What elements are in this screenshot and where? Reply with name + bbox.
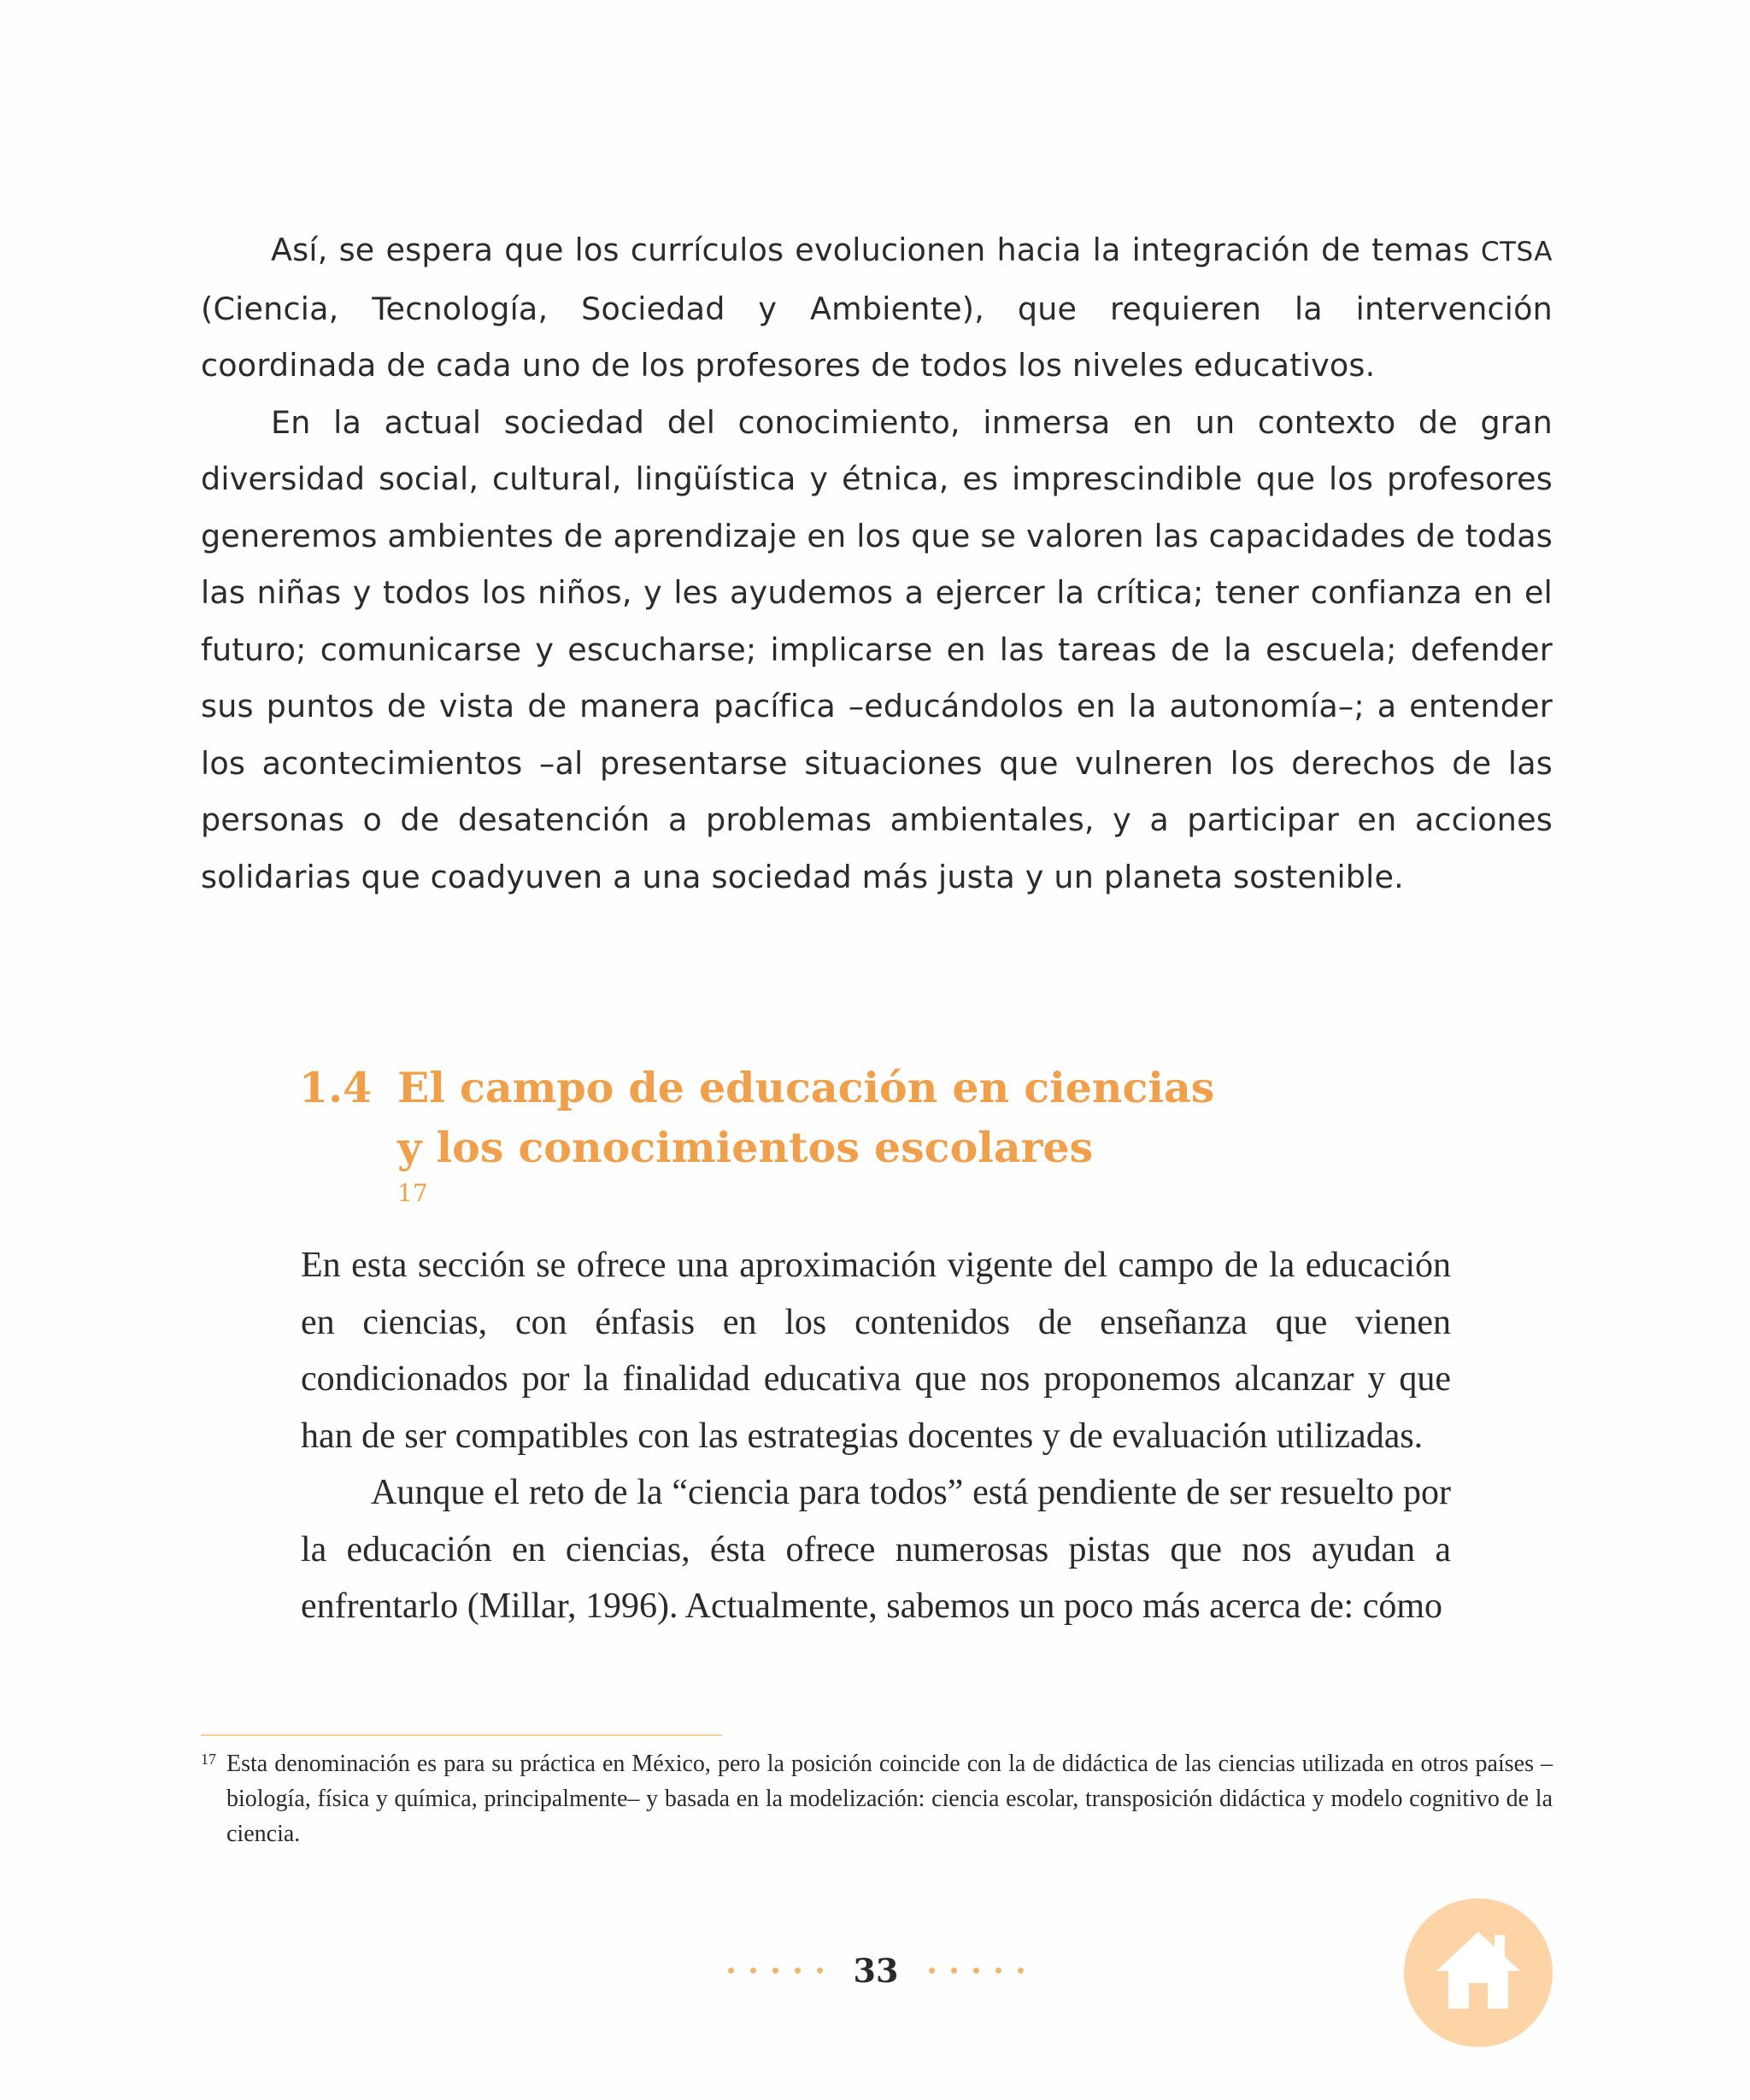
page-footer (718, 1946, 1034, 1994)
section-title-line-1: El campo de educación en ciencias (397, 1063, 1215, 1112)
dot (795, 1968, 801, 1974)
dot (772, 1968, 778, 1974)
intro-p1-start: Así, se espera que los currículos evolucionen hacia la integración de temas (271, 232, 1481, 268)
dot (728, 1968, 734, 1974)
footnote-reference[interactable]: 17 (397, 1179, 428, 1207)
footnote-text: Esta denominación es para su práctica en México, pero la posición coincide con la de didáctica de las ciencias utilizada en otros países –biología, física y química, principalmente– y basada en la modelización: ciencia escolar, transposición didáctica y modelo cognitivo de la ciencia. (226, 1751, 1553, 1847)
intro-text (201, 222, 1553, 906)
page-number: 33 (853, 1950, 899, 1990)
section-number: 1.4 (299, 1063, 373, 1112)
footnote-number: 17 (201, 1751, 216, 1768)
body-paragraph-2: Aunque el reto de la “ciencia para todos” está pendiente de ser resuelto por la educación en ciencias, ésta ofrece numerosas pistas que nos ayudan a enfrentarlo (Millar, 1996). Actualmente, sabemos un poco más acerca de: cómo (301, 1473, 1451, 1626)
dot (750, 1968, 756, 1974)
home-icon (1431, 1927, 1525, 2020)
footnote-divider (201, 1734, 722, 1736)
body-paragraph-1: En esta sección se ofrece una aproximación vigente del campo de la educación en ciencias, con énfasis en los contenidos de enseñanza que vienen condicionados por la finalidad educativa que nos proponemos alcanzar y que han de ser compatibles con las estrategias docentes y de evaluación utilizadas. (301, 1246, 1451, 1456)
section-body (301, 1237, 1451, 1635)
dot (929, 1968, 935, 1974)
dot (1018, 1968, 1024, 1974)
dot (973, 1968, 979, 1974)
intro-p1-end: (Ciencia, Tecnología, Sociedad y Ambiente), que requieren la intervención coordinada de cada uno de los profesores de todos los niveles educativos. (201, 290, 1553, 384)
section-heading (299, 1058, 1214, 1237)
footnote (201, 1746, 1553, 1851)
dot (817, 1968, 823, 1974)
right-dots (929, 1968, 1024, 1974)
ctsa-acronym: CTSA (1480, 237, 1553, 267)
section-title (397, 1058, 1214, 1237)
dot (995, 1968, 1001, 1974)
intro-paragraph-2: En la actual sociedad del conocimiento, inmersa en un contexto de gran diversidad social, cultural, lingüística y étnica, es imprescindible que los profesores generemos ambientes de aprendizaje en los que se valoren las capacidades de todas las niñas y todos los niños, y les ayudemos a ejercer la crítica; tener confianza en el futuro; comunicarse y escucharse; implicarse en las tareas de la escuela; defender sus puntos de vista de manera pacífica –educándolos en la autonomía–; a entender los acontecimientos –al presentarse situaciones que vulneren los derechos de las personas o de desatención a problemas ambientales, y a participar en acciones solidarias que coadyuven a una sociedad más justa y un planeta sostenible. (201, 403, 1553, 895)
intro-paragraph-1 (201, 222, 1553, 395)
section-title-line-2 (397, 1117, 1214, 1237)
home-button[interactable] (1404, 1898, 1553, 2047)
left-dots (728, 1968, 823, 1974)
dot (951, 1968, 957, 1974)
section-title-line-2-text: y los conocimientos escolares (397, 1123, 1094, 1172)
